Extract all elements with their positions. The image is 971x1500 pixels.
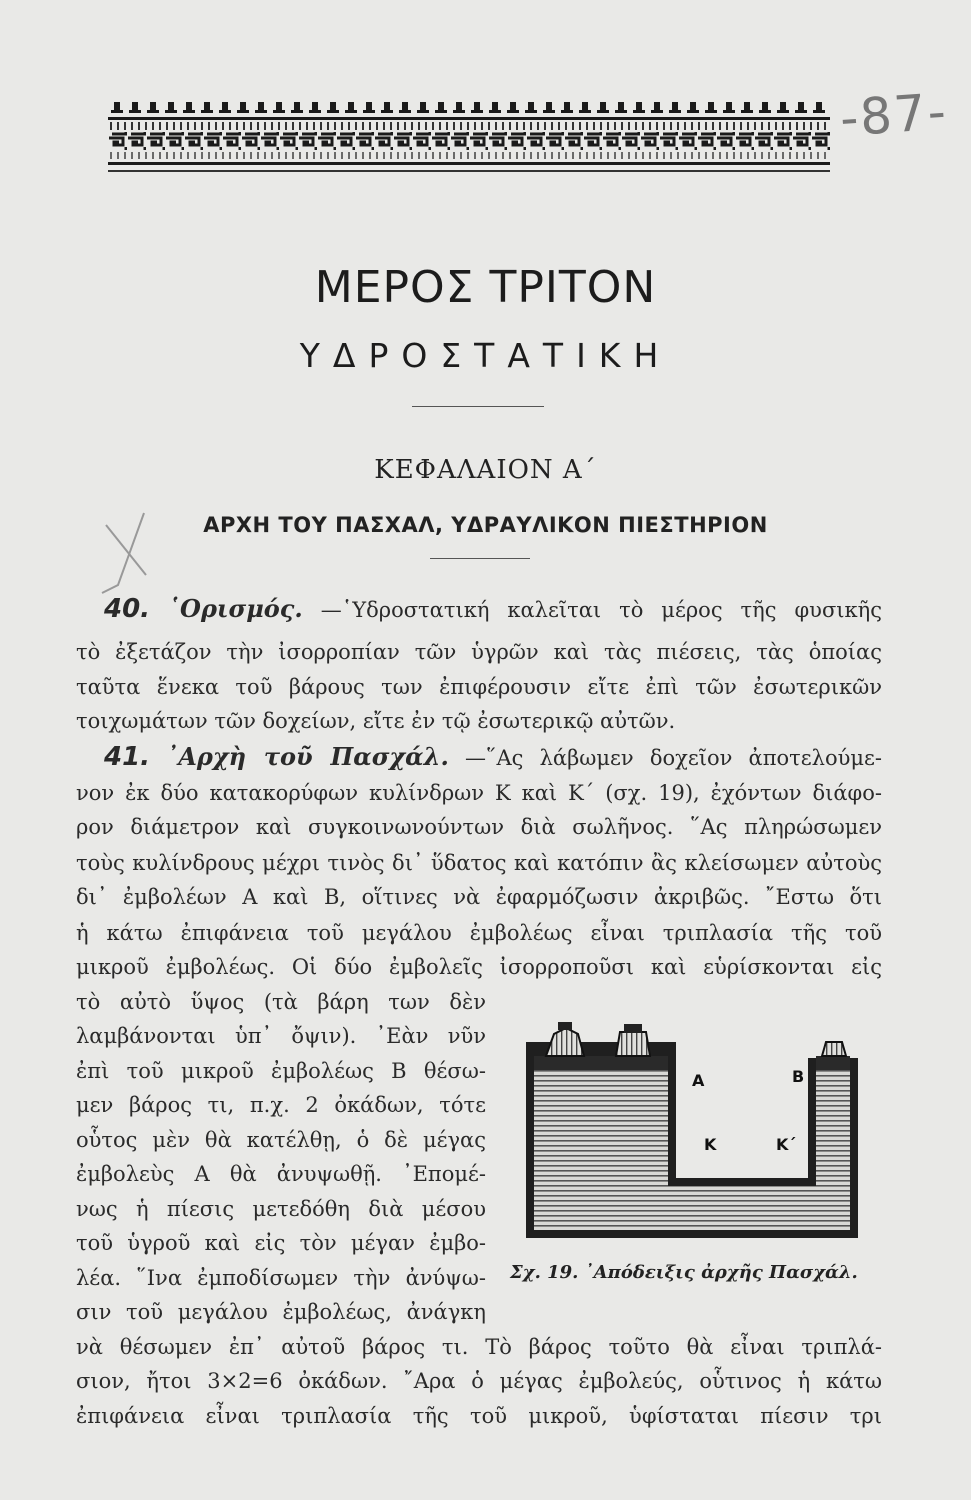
section-40-number: 40.: [104, 594, 151, 624]
paragraph-line: ταῦτα ἕνεκα τοῦ βάρους των ἐπιφέρουσιν εἴτε ἐπὶ τῶν ἐσωτερικῶν: [76, 675, 882, 699]
label-A: Α: [692, 1071, 705, 1090]
section-41-number: 41.: [104, 742, 151, 772]
paragraph-line: τοιχωμάτων τῶν δοχείων, εἴτε ἐν τῷ ἐσωτερικῷ αὐτῶν.: [76, 709, 676, 733]
subject-title: ΥΔΡΟΣΤΑΤΙΚΗ: [299, 336, 672, 375]
paragraph-line: νον ἐκ δύο κατακορύφων κυλίνδρων Κ καὶ Κ΄ (σχ. 19), ἐχόντων διάφο-: [76, 781, 882, 805]
divider: [430, 558, 530, 559]
paragraph-line: ἡ κάτω ἐπιφάνεια τοῦ μεγάλου ἐμβολέως εἶναι τριπλασία τῆς τοῦ: [76, 921, 882, 945]
paragraph-line: μεν βάρος τι, π.χ. 2 ὀκάδων, τότε: [76, 1093, 486, 1117]
part-title: ΜΕΡΟΣ ΤΡΙΤΟΝ: [314, 262, 657, 313]
label-K: Κ: [704, 1135, 717, 1154]
section-40-title: ῾Ορισμός.: [168, 594, 303, 623]
paragraph-line: μικροῦ ἐμβολέως. Οἱ δύο ἐμβολεῖς ἰσορροποῦσι καὶ εὑρίσκονται εἰς: [76, 955, 882, 979]
divider: [412, 406, 544, 407]
label-B: Β: [792, 1067, 805, 1086]
hydraulic-vessel-figure: [520, 1010, 865, 1255]
section-40-text: —῾Υδροστατική καλεῖται τὸ μέρος τῆς φυσικῆς: [320, 598, 882, 622]
paragraph-line: τοῦ ὑγροῦ καὶ εἰς τὸν μέγαν ἐμβο-: [76, 1231, 486, 1255]
paragraph-line: ἐμβολεὺς Α θὰ ἀνυψωθῇ. ᾿Επομέ-: [76, 1162, 486, 1186]
chapter-subtitle: ΑΡΧΗ ΤΟΥ ΠΑΣΧΑΛ, ΥΔΡΑΥΛΙΚΟΝ ΠΙΕΣΤΗΡΙΟΝ: [203, 513, 768, 537]
paragraph-line: δι᾿ ἐμβολέων Α καὶ Β, οἵτινες νὰ ἐφαρμόζωσιν ἀκριβῶς. ῎Εστω ὅτι: [76, 885, 882, 909]
paragraph-line: σιν τοῦ μεγάλου ἐμβολέως, ἀνάγκη: [76, 1300, 486, 1324]
section-40-line: [104, 592, 882, 626]
paragraph-line: τοὺς κυλίνδρους μέχρι τινὸς δι᾿ ὕδατος καὶ κατόπιν ἂς κλείσωμεν αὐτοὺς: [76, 851, 882, 875]
ornamental-header-band: [108, 100, 830, 176]
paragraph-line: ἐπιφάνεια εἶναι τριπλασία τῆς τοῦ μικροῦ, ὑφίσταται πίεσιν τρι: [76, 1404, 882, 1428]
paragraph-line: τὸ ἐξετάζον τὴν ἰσορροπίαν τῶν ὑγρῶν καὶ τὰς πιέσεις, τὰς ὁποίας: [76, 640, 882, 664]
section-41-title: ᾿Αρχὴ τοῦ Πασχάλ.: [166, 742, 449, 771]
paragraph-line: λαμβάνονται ὑπ᾿ ὄψιν). ᾿Εὰν νῦν: [76, 1024, 486, 1048]
handwritten-page-number: -87-: [838, 82, 950, 148]
pencil-x-mark: [96, 505, 156, 595]
chapter-heading: ΚΕΦΑΛΑΙΟΝ Α΄: [374, 455, 597, 485]
figure-caption: Σχ. 19. ᾿Απόδειξις ἀρχῆς Πασχάλ.: [510, 1262, 858, 1283]
paragraph-line: τὸ αὐτὸ ὕψος (τὰ βάρη των δὲν: [76, 990, 486, 1014]
paragraph-line: νὰ θέσωμεν ἐπ᾿ αὐτοῦ βάρος τι. Τὸ βάρος τοῦτο θὰ εἶναι τριπλά-: [76, 1335, 882, 1359]
paragraph-line: νως ἡ πίεσις μετεδόθη διὰ μέσου: [76, 1197, 486, 1221]
paragraph-line: ἐπὶ τοῦ μικροῦ ἐμβολέως Β θέσω-: [76, 1059, 486, 1083]
section-41-line: [104, 740, 882, 774]
label-K-prime: Κ΄: [776, 1135, 796, 1154]
section-41-text: —῞Ας λάβωμεν δοχεῖον ἀποτελούμε-: [465, 746, 882, 770]
paragraph-line: οὗτος μὲν θὰ κατέλθῃ, ὁ δὲ μέγας: [76, 1128, 486, 1152]
paragraph-line: ρον διάμετρον καὶ συγκοινωνούντων διὰ σωλῆνος. ῞Ας πληρώσωμεν: [76, 815, 882, 839]
paragraph-line: σιον, ἤτοι 3×2=6 ὀκάδων. ῎Αρα ὁ μέγας ἐμβολεύς, οὗτινος ἡ κάτω: [76, 1369, 882, 1393]
paragraph-line: λέα. ῞Ινα ἐμποδίσωμεν τὴν ἀνύψω-: [76, 1266, 486, 1290]
